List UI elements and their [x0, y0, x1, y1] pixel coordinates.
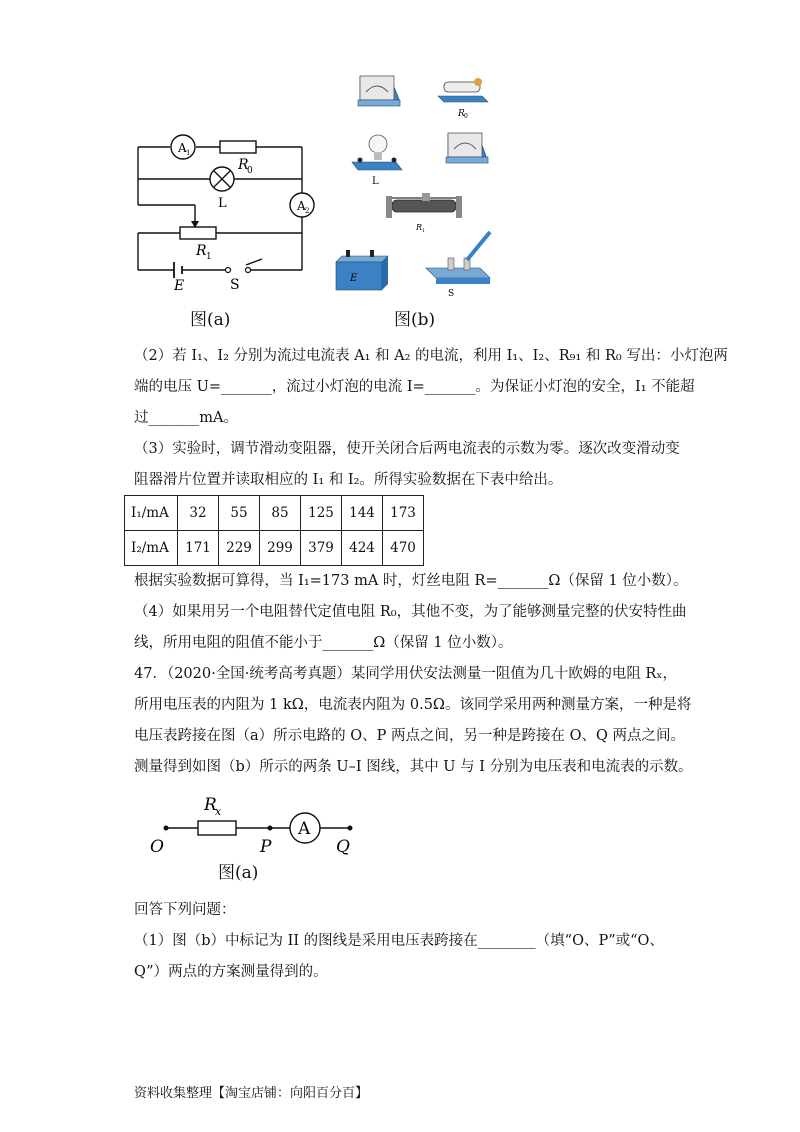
table-cell: 32	[178, 496, 219, 531]
q47-line3: 电压表跨接在图（a）所示电路的 O、P 两点之间，另一种是跨接在 O、Q 两点之间。	[134, 728, 685, 744]
table-cell: 85	[260, 496, 301, 531]
rheostat-r1-icon	[386, 193, 462, 234]
q3-line1: （3）实验时，调节滑动变阻器，使开关闭合后两电流表的示数为零。逐次改变滑动变	[134, 441, 680, 457]
table-row	[125, 531, 424, 566]
svg-text:1: 1	[422, 228, 426, 234]
q2-line1: （2）若 I₁、I₂ 分别为流过电流表 A₁ 和 A₂ 的电流，利用 I₁、I₂、R₉₁ 和 R₀ 写出：小灯泡两	[134, 348, 728, 364]
q2-line2: 端的电压 U=_______，流过小灯泡的电流 I=_______。为保证小灯泡的安全，I₁ 不能超	[134, 379, 695, 395]
label-rx-sub: x	[215, 805, 222, 818]
q47-line1: 47．（2020·全国·统考高考真题）某同学用伏安法测量一阻值为几十欧姆的电阻 Rₓ，	[134, 666, 677, 682]
q47-line4: 测量得到如图（b）所示的两条 U–I 图线，其中 U 与 I 分别为电压表和电流表的示数。	[134, 759, 693, 775]
label-p: P	[260, 837, 272, 857]
figure-a-caption: 图(a)	[190, 310, 231, 330]
figure-b-caption: 图(b)	[394, 310, 436, 330]
table-cell: 470	[383, 531, 424, 566]
svg-text:0: 0	[464, 113, 468, 120]
q4-line2: 线，所用电阻的阻值不能小于_______Ω（保留 1 位小数）。	[134, 635, 513, 651]
svg-text:E: E	[350, 273, 358, 284]
switch-icon	[426, 232, 490, 299]
label-r1-sub: 1	[206, 252, 212, 262]
table-cell: 229	[219, 531, 260, 566]
table-cell: 171	[178, 531, 219, 566]
label-e: E	[174, 278, 185, 290]
after-table-text: 根据实验数据可算得，当 I₁=173 mA 时，灯丝电阻 R=_______Ω（保留 1 位小数）。	[134, 573, 688, 589]
svg-text:R: R	[416, 223, 423, 232]
q47-line2: 所用电压表的内阻为 1 kΩ，电流表内阻为 0.5Ω。该同学采用两种测量方案，一种是将	[134, 697, 692, 713]
answer-intro: 回答下列问题：	[134, 902, 236, 918]
svg-text:S: S	[448, 289, 455, 299]
svg-text:R: R	[458, 109, 465, 119]
label-r0: R	[238, 157, 249, 173]
ammeter-1-icon	[358, 76, 400, 106]
table-cell: 173	[383, 496, 424, 531]
table-row	[125, 496, 424, 531]
label-ammeter: A	[298, 819, 311, 839]
label-a1-sub: 1	[186, 149, 191, 157]
battery-icon	[336, 250, 388, 290]
footer-text: 资料收集整理【淘宝店铺：向阳百分百】	[134, 1086, 369, 1101]
equipment-figure-b	[330, 72, 510, 302]
q4-line1: （4）如果用另一个电阻替代定值电阻 R₀，其他不变，为了能够测量完整的伏安特性曲	[134, 604, 687, 620]
resistor-r0-icon	[438, 78, 488, 120]
label-l: L	[218, 196, 227, 211]
svg-text:L: L	[372, 176, 379, 187]
figure-a-bottom-caption: 图(a)	[218, 863, 259, 883]
label-a2-sub: 2	[305, 207, 310, 215]
table-cell: 424	[342, 531, 383, 566]
label-rx: R	[204, 795, 217, 815]
circuit-diagram-a-bottom	[140, 790, 370, 860]
table-cell: 144	[342, 496, 383, 531]
table-row-header: I₂/mA	[125, 531, 178, 566]
ammeter-2-icon	[446, 133, 488, 163]
circuit-diagram-a	[130, 125, 330, 290]
label-o: O	[150, 837, 164, 857]
label-q: Q	[336, 837, 350, 857]
q47-1-line2: Q”）两点的方案测量得到的。	[134, 964, 328, 980]
q2-line3: 过_______mA。	[134, 410, 238, 426]
lamp-icon	[352, 135, 402, 187]
data-table	[124, 495, 424, 566]
table-cell: 55	[219, 496, 260, 531]
q47-1-line1: （1）图（b）中标记为 II 的图线是采用电压表跨接在________（填“O、P”或“O、	[134, 933, 664, 949]
label-r0-sub: 0	[247, 166, 253, 176]
label-r1: R	[196, 243, 207, 259]
label-a1: A	[178, 141, 187, 155]
table-cell: 379	[301, 531, 342, 566]
table-cell: 299	[260, 531, 301, 566]
q3-line2: 阻器滑片位置并读取相应的 I₁ 和 I₂。所得实验数据在下表中给出。	[134, 472, 563, 488]
label-s: S	[230, 277, 240, 290]
table-cell: 125	[301, 496, 342, 531]
table-row-header: I₁/mA	[125, 496, 178, 531]
label-a2: A	[297, 199, 306, 213]
